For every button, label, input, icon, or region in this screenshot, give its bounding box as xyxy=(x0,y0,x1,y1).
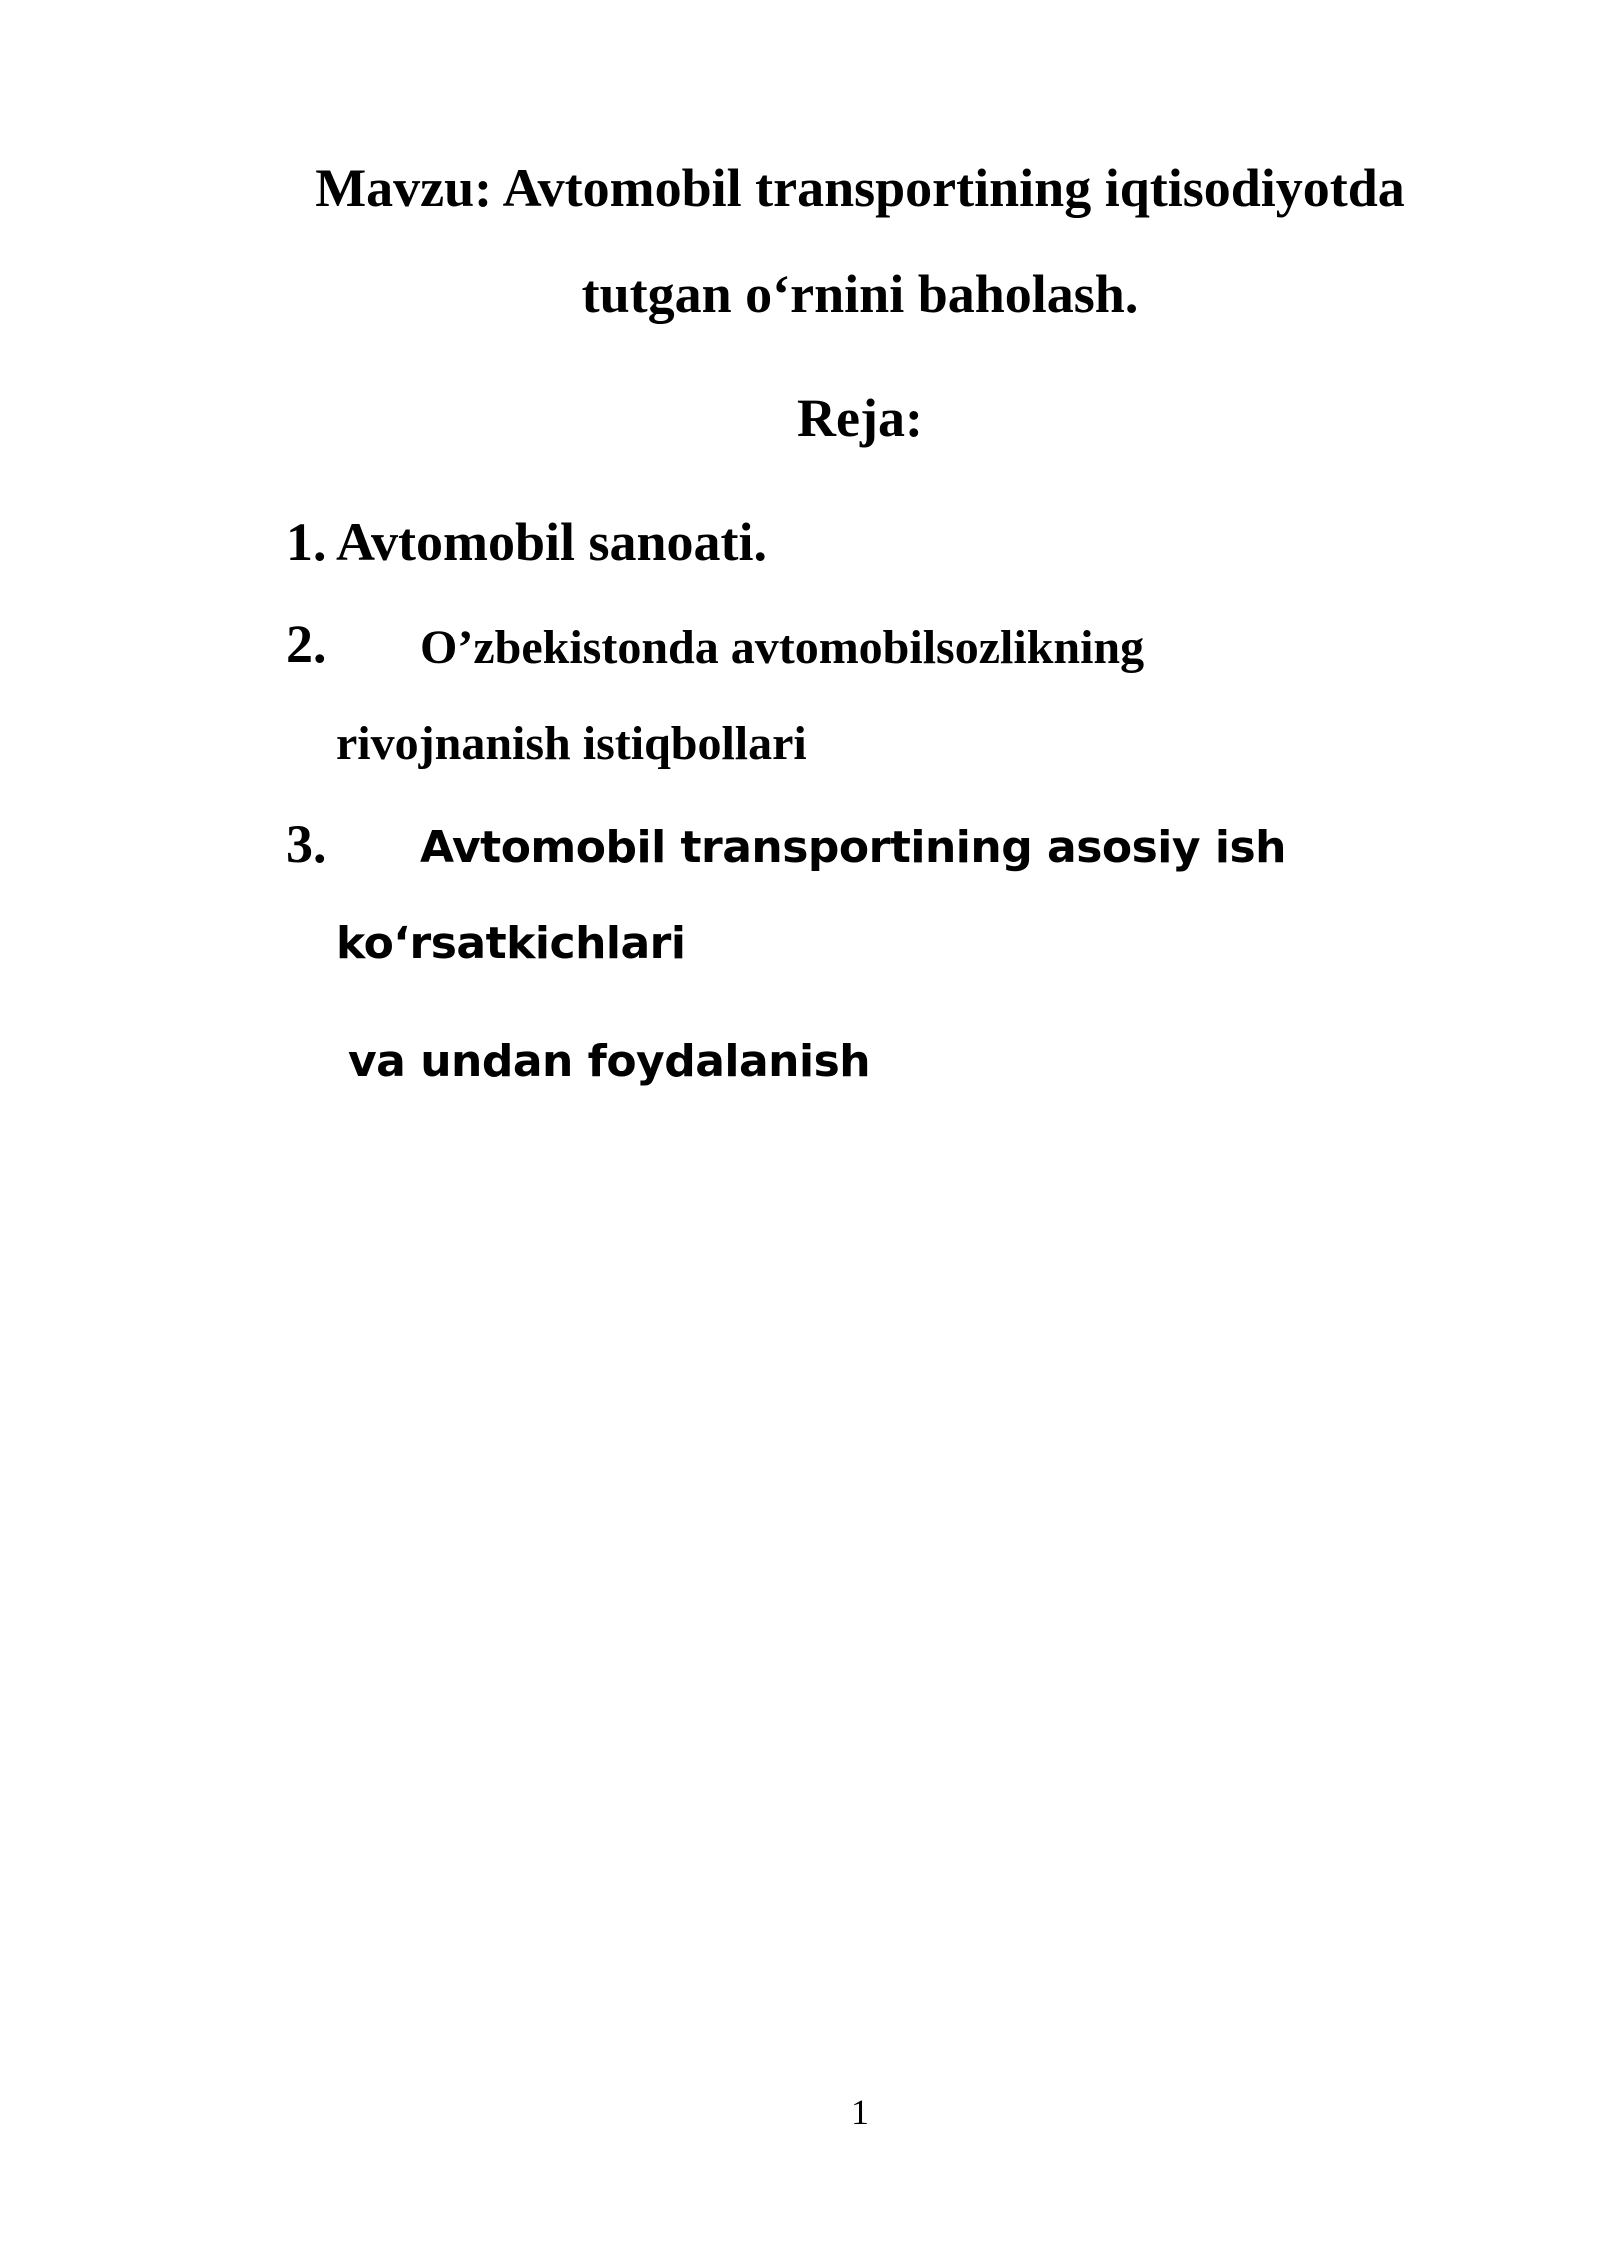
list-item-3-text-line-2: ko‘rsatkichlari xyxy=(336,918,686,969)
list-item-1-number: 1. xyxy=(286,512,327,572)
list-item-2-text-line-1: O’zbekistonda avtomobilsozlikning xyxy=(420,621,1145,674)
list-item-3-text-line-1: Avtomobil transportining asosiy ish xyxy=(420,822,1286,873)
list-item-1-text: Avtomobil sanoati. xyxy=(336,512,768,572)
list-item-3-text-line-3: va undan foydalanish xyxy=(348,1036,871,1087)
list-item-3-number: 3. xyxy=(286,814,327,874)
plan-heading: Reja: xyxy=(797,388,923,448)
list-item-2-text-line-2: rivojnanish istiqbollari xyxy=(336,717,807,770)
document-title-line-1: Mavzu: Avtomobil transportining iqtisodiyotda xyxy=(315,158,1405,218)
document-title-line-2: tutgan o‘rnini baholash. xyxy=(581,264,1139,324)
list-item-2-number: 2. xyxy=(286,614,327,674)
page-number: 1 xyxy=(851,2092,869,2132)
